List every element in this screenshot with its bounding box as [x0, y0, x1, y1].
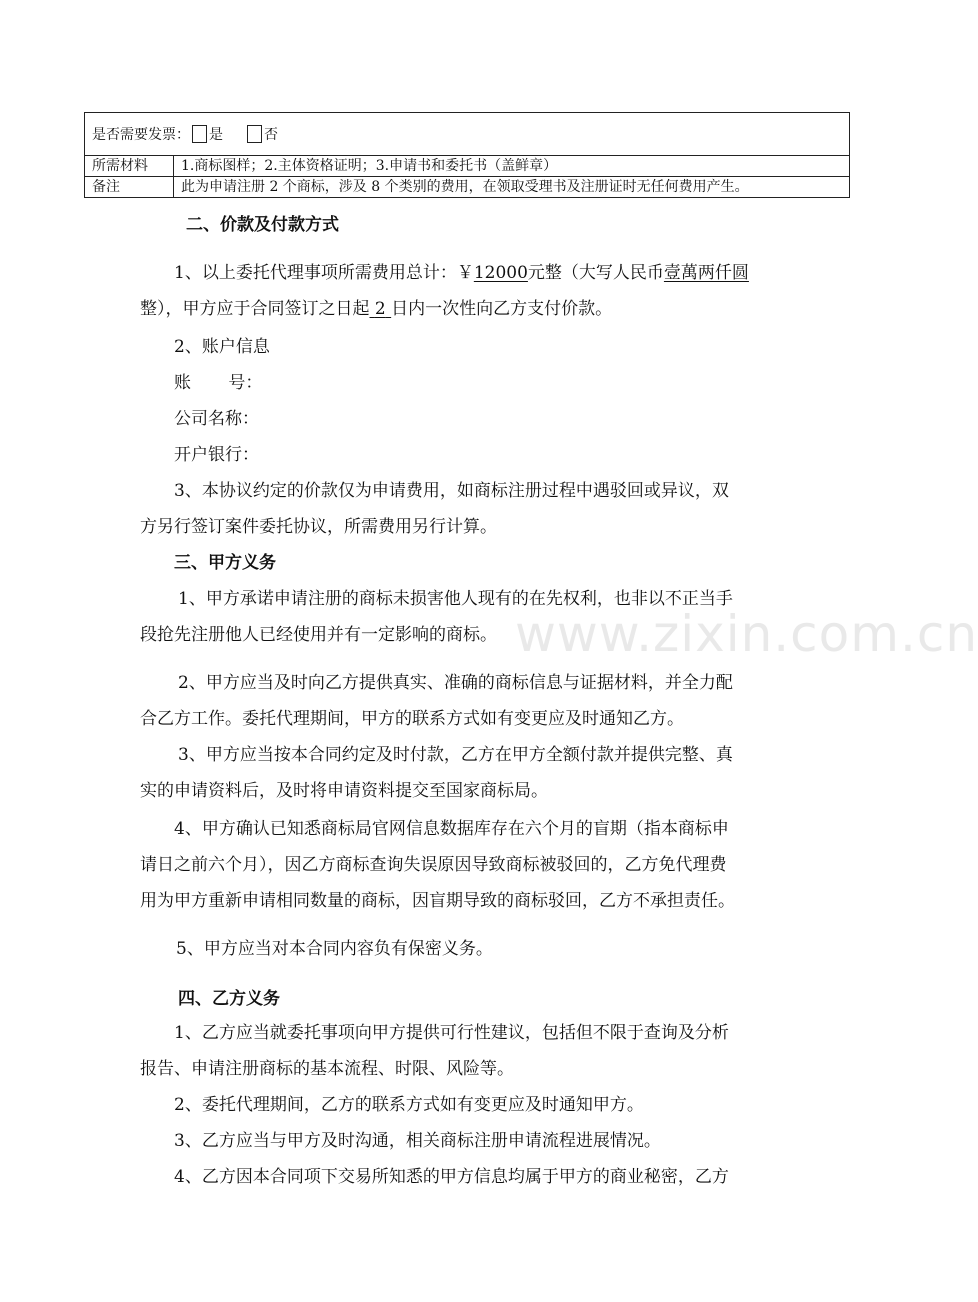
invoice-cell [85, 113, 850, 156]
section2-item3-line1: 3、本协议约定的价款仅为申请费用，如商标注册过程中遇驳回或异议，双 [174, 481, 729, 501]
section3-item4-line1: 4、甲方确认已知悉商标局官网信息数据库存在六个月的盲期（指本商标申 [174, 819, 729, 839]
section4-item1-line1: 1、乙方应当就委托事项向甲方提供可行性建议，包括但不限于查询及分析 [174, 1023, 729, 1043]
section3-item1-line2: 段抢先注册他人已经使用并有一定影响的商标。 [140, 625, 497, 645]
section4-item3: 3、乙方应当与甲方及时沟通，相关商标注册申请流程进展情况。 [174, 1131, 661, 1151]
materials-value: 1.商标图样；2.主体资格证明；3.申请书和委托书（盖鲜章） [174, 156, 850, 177]
section4-item4-line1: 4、乙方因本合同项下交易所知悉的甲方信息均属于甲方的商业秘密，乙方 [174, 1167, 729, 1187]
item1-text-a: 1、以上委托代理事项所需费用总计：￥ [174, 263, 474, 283]
invoice-yes-checkbox[interactable] [192, 125, 207, 143]
fee-amount: 12000 [473, 263, 528, 283]
section3-item5: 5、甲方应当对本合同内容负有保密义务。 [176, 939, 493, 959]
section2-item2: 2、账户信息 [174, 337, 270, 357]
fee-amount-upper: 壹萬两仟圆 [663, 263, 749, 283]
materials-row [85, 156, 850, 177]
watermark: www.zixin.com.cn [515, 605, 978, 663]
section4-heading: 四、乙方义务 [178, 989, 280, 1009]
remarks-value: 此为申请注册 2 个商标，涉及 8 个类别的费用，在领取受理书及注册证时无任何费用产生。 [174, 177, 850, 198]
invoice-row [85, 113, 850, 156]
materials-label: 所需材料 [85, 156, 174, 177]
section4-item2: 2、委托代理期间，乙方的联系方式如有变更应及时通知甲方。 [174, 1095, 644, 1115]
section4-item1-line2: 报告、申请注册商标的基本流程、时限、风险等。 [140, 1059, 514, 1079]
section2-item3-line2: 方另行签订案件委托协议，所需费用另行计算。 [140, 517, 497, 537]
section3-item2-line1: 2、甲方应当及时向乙方提供真实、准确的商标信息与证据材料，并全力配 [178, 673, 733, 693]
remarks-label: 备注 [85, 177, 174, 198]
section3-heading: 三、甲方义务 [174, 553, 276, 573]
invoice-no-label: 否 [264, 126, 278, 143]
item1-text-d: 日内一次性向乙方支付价款。 [391, 299, 613, 319]
item1-text-b: 元整（大写人民币 [527, 263, 664, 283]
bank-label: 开户银行： [174, 445, 259, 465]
section2-item1-line2 [140, 299, 840, 319]
section2-heading: 二、价款及付款方式 [186, 215, 339, 235]
remarks-row [85, 177, 850, 198]
section3-item2-line2: 合乙方工作。委托代理期间，甲方的联系方式如有变更应及时通知乙方。 [140, 709, 684, 729]
section3-item4-line3: 用为甲方重新申请相同数量的商标，因盲期导致的商标驳回，乙方不承担责任。 [140, 891, 735, 911]
company-name-label: 公司名称： [174, 409, 259, 429]
section2-item1-line1 [174, 263, 874, 283]
invoice-no-checkbox[interactable] [247, 125, 262, 143]
account-number-label: 账 号： [174, 373, 263, 393]
invoice-label: 是否需要发票： [92, 126, 190, 143]
item1-text-c: 整），甲方应于合同签订之日起 [140, 299, 370, 319]
section3-item4-line2: 请日之前六个月），因乙方商标查询失误原因导致商标被驳回的，乙方免代理费 [140, 855, 727, 875]
section3-item3-line2: 实的申请资料后，及时将申请资料提交至国家商标局。 [140, 781, 548, 801]
section3-item3-line1: 3、甲方应当按本合同约定及时付款，乙方在甲方全额付款并提供完整、真 [178, 745, 733, 765]
service-info-table [84, 112, 850, 198]
section3-item1-line1: 1、甲方承诺申请注册的商标未损害他人现有的在先权利，也非以不正当手 [178, 589, 733, 609]
payment-days: 2 [374, 299, 386, 319]
invoice-yes-label: 是 [209, 126, 223, 143]
